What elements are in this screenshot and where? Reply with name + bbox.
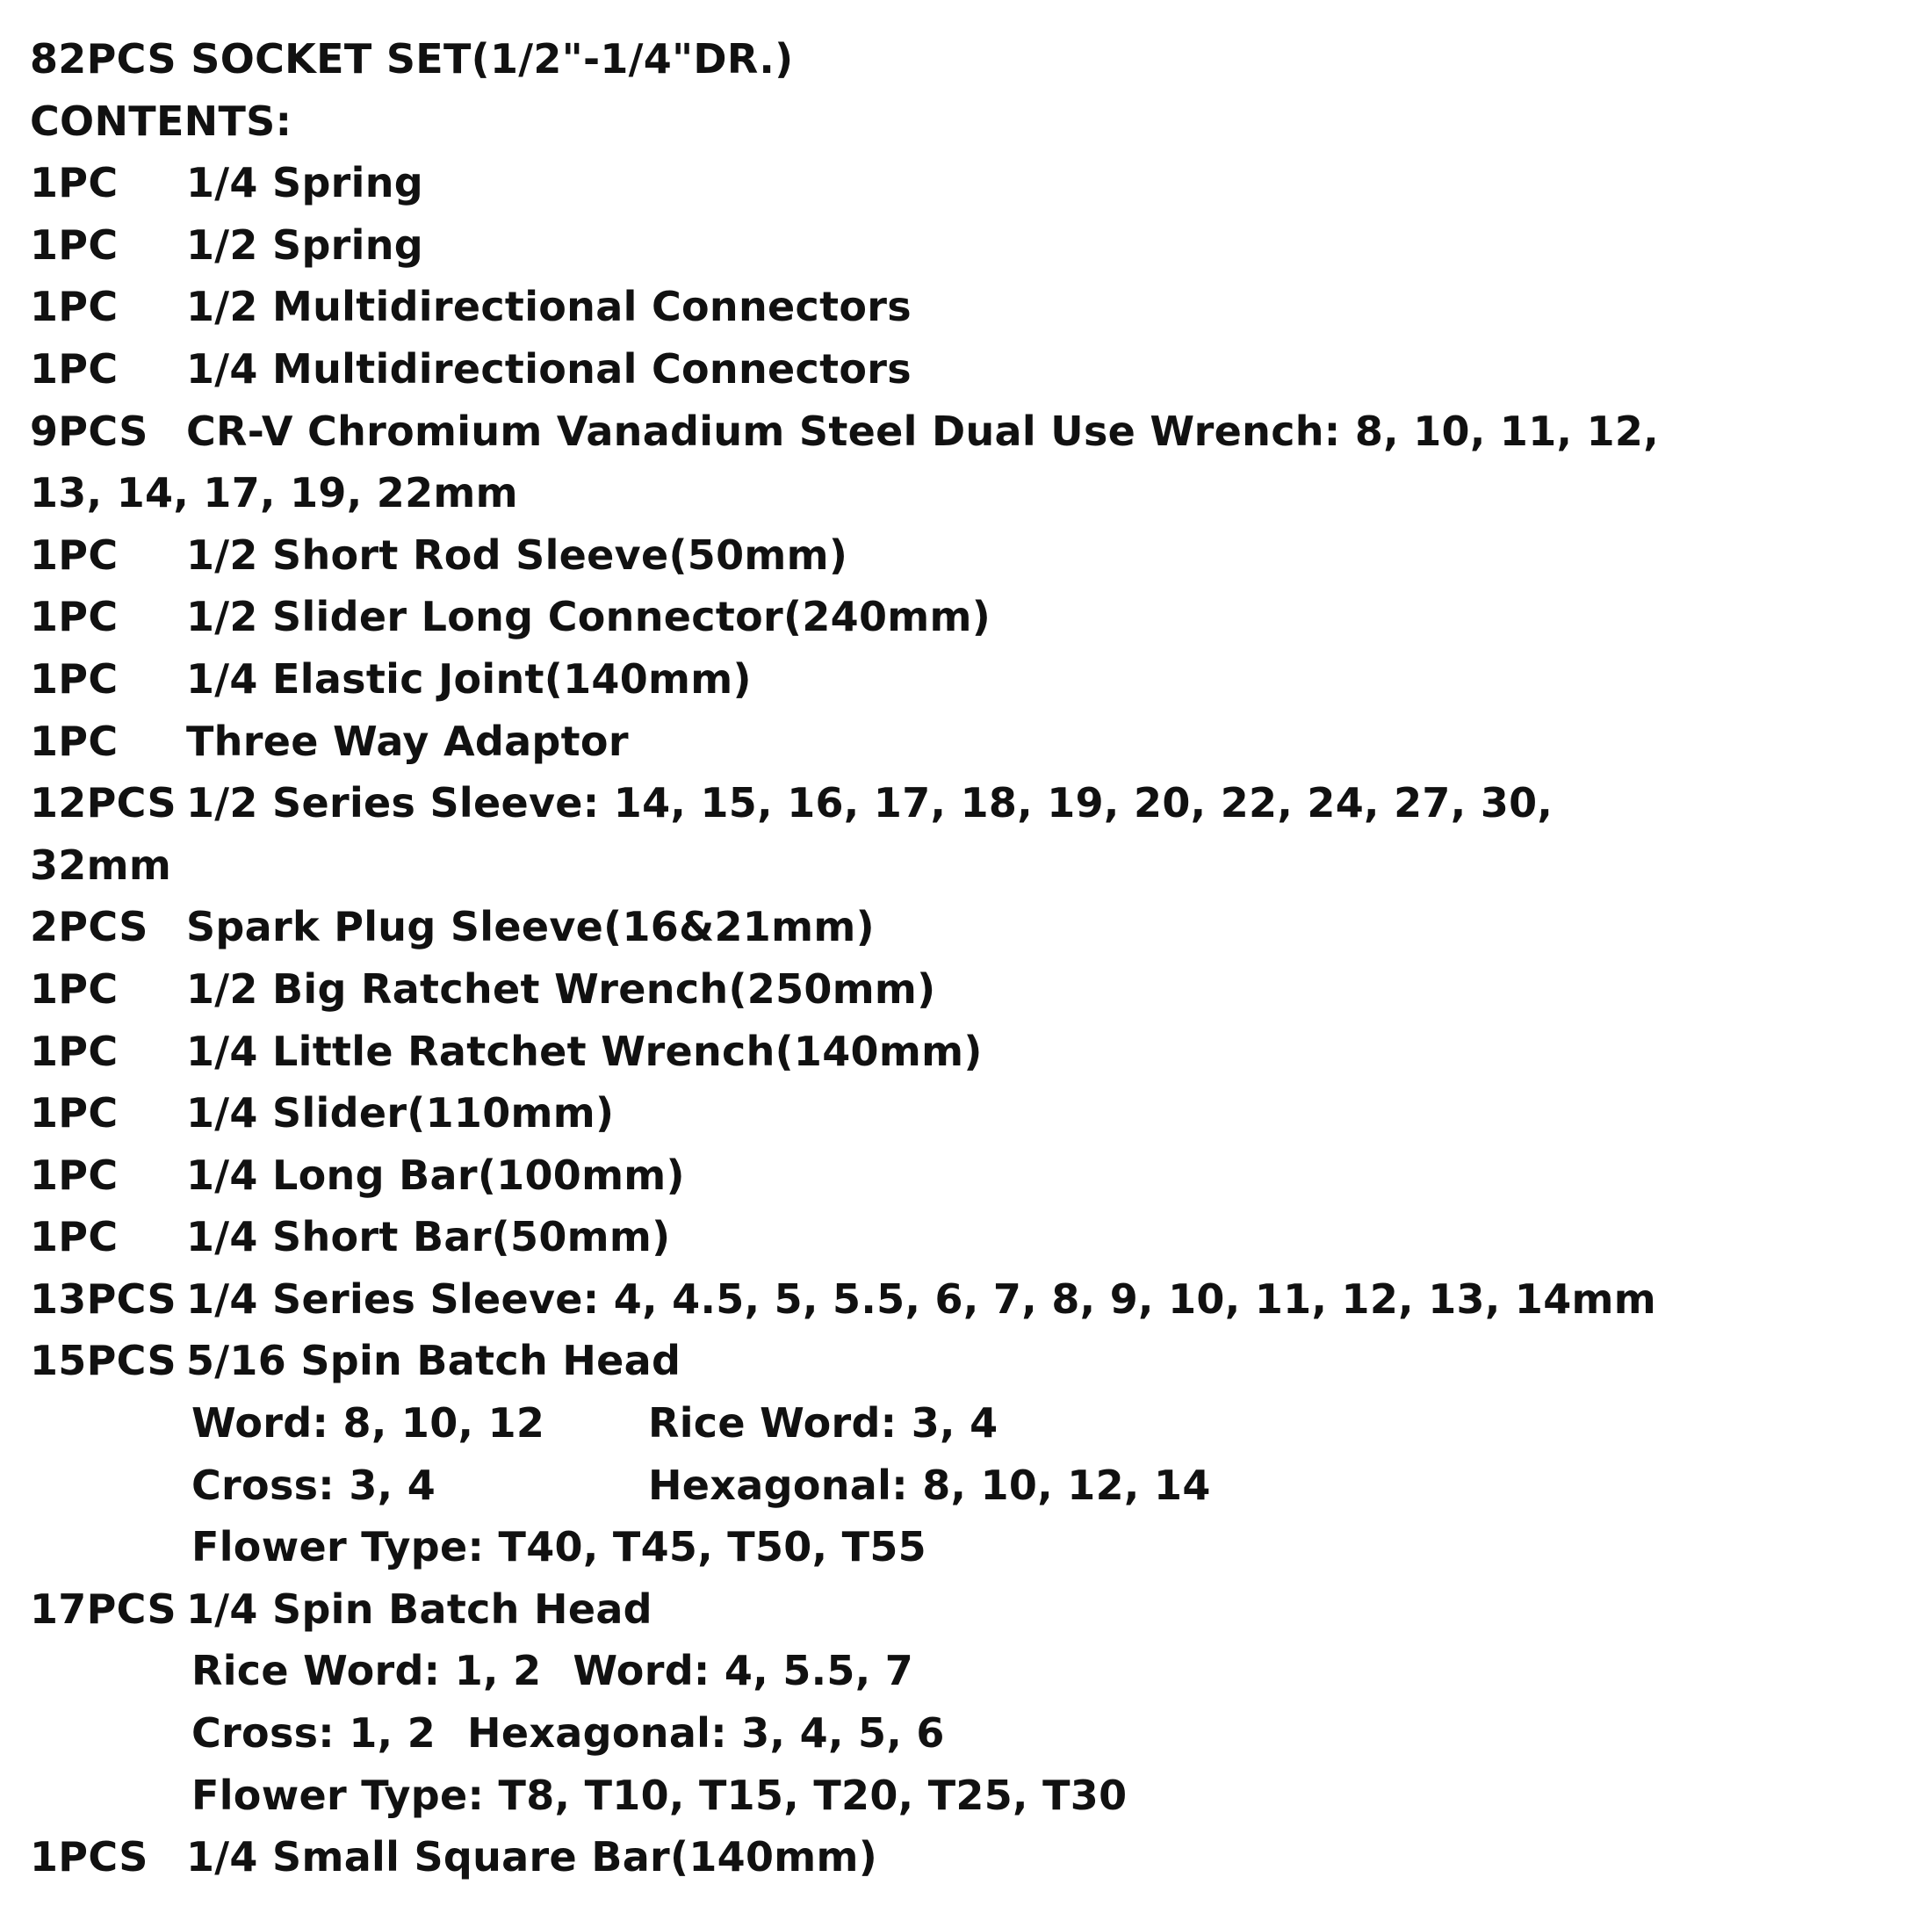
item-description: Spark Plug Sleeve(16&21mm) (186, 903, 875, 951)
sub-spec: Flower Type: T8, T10, T15, T20, T25, T30 (191, 1771, 1128, 1819)
sub-spec: Flower Type: T40, T45, T50, T55 (191, 1523, 926, 1571)
sub-spec: Word: 4, 5.5, 7 (573, 1647, 914, 1695)
item-quantity: 1PC (30, 1027, 119, 1075)
item-quantity: 1PC (30, 717, 119, 765)
contents-sheet (30, 28, 1909, 1888)
list-item (30, 152, 1909, 214)
item-quantity: 1PC (30, 654, 119, 703)
list-item (30, 401, 1909, 463)
sub-spec-row (30, 1765, 1909, 1827)
item-description: 1/4 Slider(110mm) (186, 1089, 615, 1137)
sub-spec: Cross: 3, 4 (191, 1461, 436, 1509)
list-item (30, 1144, 1909, 1207)
sub-spec: Word: 8, 10, 12 (191, 1399, 545, 1448)
list-item (30, 1021, 1909, 1083)
item-description: 1/2 Multidirectional Connectors (186, 283, 912, 331)
list-item (30, 648, 1909, 711)
item-description: 1/2 Big Ratchet Wrench(250mm) (186, 964, 936, 1013)
item-quantity: 13PCS (30, 1274, 177, 1323)
item-description: 1/4 Little Ratchet Wrench(140mm) (186, 1027, 983, 1075)
item-quantity: 1PC (30, 1213, 119, 1261)
list-item (30, 1268, 1909, 1331)
sub-spec-row (30, 1702, 1909, 1765)
item-description: 1/2 Slider Long Connector(240mm) (186, 593, 991, 641)
list-item (30, 586, 1909, 648)
list-item (30, 958, 1909, 1021)
item-description: 1/4 Long Bar(100mm) (186, 1151, 685, 1199)
sub-spec: Hexagonal: 8, 10, 12, 14 (648, 1461, 1211, 1509)
item-quantity: 9PCS (30, 407, 148, 455)
list-item (30, 1578, 1909, 1641)
item-quantity: 1PC (30, 283, 119, 331)
item-quantity: 1PC (30, 593, 119, 641)
item-description: 5/16 Spin Batch Head (186, 1337, 681, 1385)
sub-spec-row (30, 1640, 1909, 1702)
item-quantity: 1PC (30, 159, 119, 207)
sub-spec: Hexagonal: 3, 4, 5, 6 (467, 1709, 945, 1758)
item-description: 1/4 Spring (186, 159, 424, 207)
list-item (30, 896, 1909, 958)
sub-spec: Rice Word: 1, 2 (191, 1647, 542, 1695)
item-quantity: 1PC (30, 1151, 119, 1199)
sub-spec-row (30, 1392, 1909, 1455)
item-description: 1/4 Spin Batch Head (186, 1585, 652, 1633)
list-item (30, 1330, 1909, 1392)
item-description: 1/4 Series Sleeve: 4, 4.5, 5, 5.5, 6, 7, 8, 9, 10, 11, 12, 13, 14mm (186, 1274, 1657, 1323)
item-description-continued: 32mm (30, 841, 172, 889)
item-quantity: 1PCS (30, 1833, 148, 1881)
item-description: 1/4 Elastic Joint(140mm) (186, 654, 752, 703)
item-description: 1/4 Multidirectional Connectors (186, 344, 912, 393)
sub-spec-row (30, 1516, 1909, 1578)
item-quantity: 1PC (30, 531, 119, 579)
list-item (30, 1206, 1909, 1268)
item-quantity: 1PC (30, 220, 119, 269)
item-quantity: 15PCS (30, 1337, 177, 1385)
item-quantity: 12PCS (30, 779, 177, 827)
list-item (30, 276, 1909, 338)
list-item (30, 1082, 1909, 1144)
sub-spec-row (30, 1455, 1909, 1517)
item-description: CR-V Chromium Vanadium Steel Dual Use Wrench: 8, 10, 11, 12, (186, 407, 1660, 455)
item-description: Three Way Adaptor (186, 717, 629, 765)
item-description: 1/4 Small Square Bar(140mm) (186, 1833, 878, 1881)
item-quantity: 17PCS (30, 1585, 177, 1633)
item-description: 1/2 Series Sleeve: 14, 15, 16, 17, 18, 19, 20, 22, 24, 27, 30, (186, 779, 1554, 827)
sub-spec: Rice Word: 3, 4 (648, 1399, 998, 1448)
item-quantity: 1PC (30, 964, 119, 1013)
list-item (30, 524, 1909, 587)
item-description: 1/4 Short Bar(50mm) (186, 1213, 671, 1261)
list-item (30, 711, 1909, 773)
list-item (30, 772, 1909, 834)
sub-spec: Cross: 1, 2 (191, 1709, 436, 1758)
item-quantity: 1PC (30, 1089, 119, 1137)
item-description: 1/2 Short Rod Sleeve(50mm) (186, 531, 848, 579)
item-description: 1/2 Spring (186, 220, 424, 269)
list-item (30, 338, 1909, 401)
contents-label: CONTENTS: (30, 97, 292, 145)
list-item (30, 214, 1909, 277)
document-title: 82PCS SOCKET SET(1/2"-1/4"DR.) (30, 35, 794, 83)
item-quantity: 2PCS (30, 903, 148, 951)
item-description-continued: 13, 14, 17, 19, 22mm (30, 469, 518, 517)
list-item (30, 1826, 1909, 1888)
item-quantity: 1PC (30, 344, 119, 393)
